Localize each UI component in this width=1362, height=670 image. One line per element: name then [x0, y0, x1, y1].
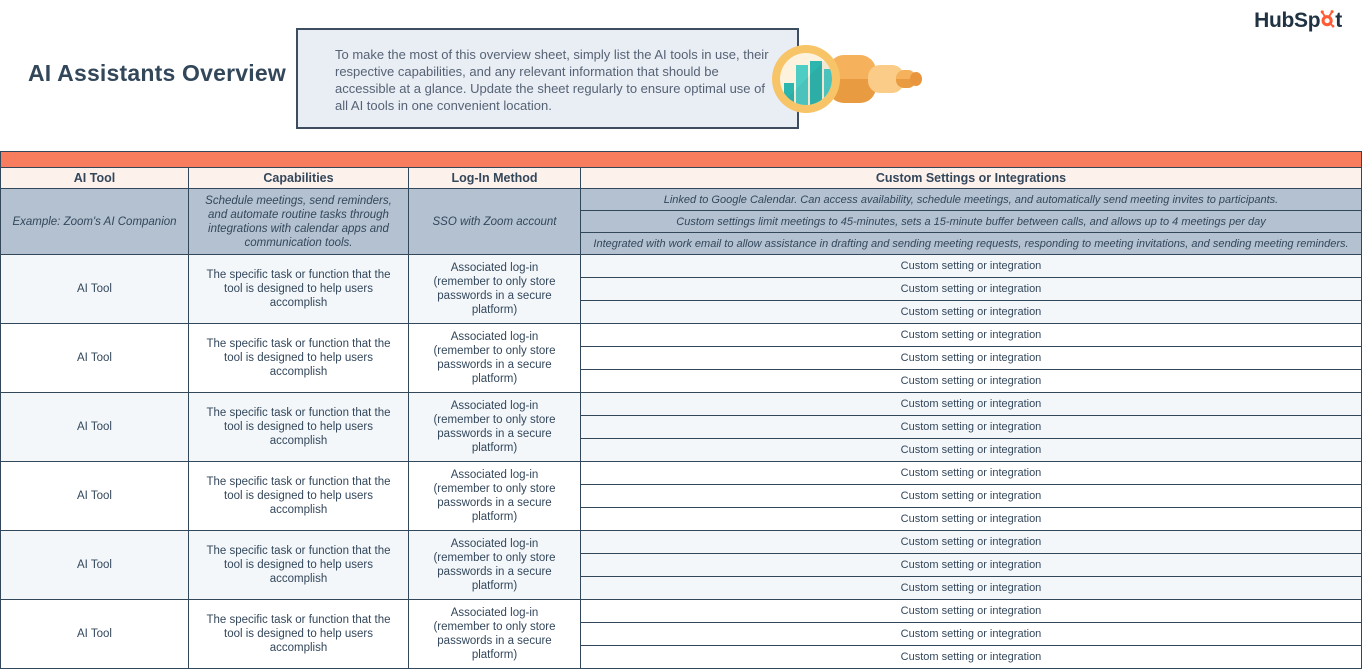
- example-row: [1, 188, 1361, 254]
- example-capabilities-cell: Schedule meetings, send reminders, and automate routine tasks through integrations with calendar apps and communication tools.: [189, 189, 409, 254]
- capabilities-cell[interactable]: The specific task or function that the tool is designed to help users accomplish: [189, 462, 409, 530]
- table-row: [1, 530, 1361, 599]
- column-header-ai-tool: AI Tool: [1, 168, 189, 188]
- login-cell[interactable]: Associated log-in (remember to only store passwords in a secure platform): [409, 531, 581, 599]
- setting-item[interactable]: Custom setting or integration: [900, 582, 1042, 594]
- login-cell[interactable]: Associated log-in (remember to only store passwords in a secure platform): [409, 255, 581, 323]
- setting-item[interactable]: Custom setting or integration: [581, 347, 1361, 370]
- settings-cell: [581, 393, 1361, 461]
- setting-item[interactable]: Custom setting or integration: [581, 485, 1361, 508]
- hubspot-sprocket-icon: [1319, 7, 1336, 29]
- login-cell[interactable]: Associated log-in (remember to only store passwords in a secure platform): [409, 600, 581, 668]
- column-header-capabilities: Capabilities: [189, 168, 409, 188]
- setting-item[interactable]: Custom setting or integration: [581, 393, 1361, 416]
- instructions-text: To make the most of this overview sheet, simply list the AI tools in use, their respective capabilities, and any relevant information that should be accessible at a glance. Update the sheet regularly to ensure optimal use of all AI tools in one convenient location.: [335, 47, 769, 113]
- setting-item[interactable]: Custom setting or integration: [581, 462, 1361, 485]
- example-setting-item: Linked to Google Calendar. Can access availability, schedule meetings, and automatically send meeting invites to participants.: [581, 189, 1361, 211]
- example-setting-item: Integrated with work email to allow assistance in drafting and sending meeting requests, responding to meeting invitations, and sending meeting reminders.: [593, 237, 1349, 250]
- column-header-login-method: Log-In Method: [409, 168, 581, 188]
- logo-text-post: t: [1335, 9, 1342, 32]
- setting-item[interactable]: Custom setting or integration: [900, 513, 1042, 525]
- page-title: AI Assistants Overview: [28, 60, 286, 86]
- table-header-row: [1, 168, 1361, 188]
- settings-cell: [581, 324, 1361, 392]
- table-row: [1, 392, 1361, 461]
- example-login-cell: SSO with Zoom account: [409, 189, 581, 254]
- table-row: [1, 599, 1361, 668]
- instructions-box: [296, 28, 799, 129]
- telescope-icon: [770, 42, 922, 114]
- accent-bar: [1, 152, 1361, 168]
- capabilities-cell[interactable]: The specific task or function that the tool is designed to help users accomplish: [189, 324, 409, 392]
- setting-item[interactable]: Custom setting or integration: [581, 531, 1361, 554]
- hubspot-logo: [1254, 8, 1342, 34]
- capabilities-cell[interactable]: The specific task or function that the tool is designed to help users accomplish: [189, 393, 409, 461]
- example-settings-cell: [581, 189, 1361, 254]
- tool-cell[interactable]: AI Tool: [1, 462, 189, 530]
- column-header-custom-settings: Custom Settings or Integrations: [875, 171, 1067, 185]
- ai-assistants-table: [0, 151, 1362, 669]
- login-cell[interactable]: Associated log-in (remember to only store passwords in a secure platform): [409, 324, 581, 392]
- tool-cell[interactable]: AI Tool: [1, 324, 189, 392]
- tool-cell[interactable]: AI Tool: [1, 600, 189, 668]
- setting-item[interactable]: Custom setting or integration: [900, 306, 1042, 318]
- login-cell[interactable]: Associated log-in (remember to only store passwords in a secure platform): [409, 393, 581, 461]
- setting-item[interactable]: Custom setting or integration: [900, 444, 1042, 456]
- capabilities-cell[interactable]: The specific task or function that the tool is designed to help users accomplish: [189, 600, 409, 668]
- table-row: [1, 254, 1361, 323]
- settings-cell: [581, 255, 1361, 323]
- example-tool-cell: Example: Zoom's AI Companion: [1, 189, 189, 254]
- setting-item[interactable]: Custom setting or integration: [581, 416, 1361, 439]
- setting-item[interactable]: Custom setting or integration: [581, 600, 1361, 623]
- tool-cell[interactable]: AI Tool: [1, 531, 189, 599]
- setting-item[interactable]: Custom setting or integration: [581, 278, 1361, 301]
- login-cell[interactable]: Associated log-in (remember to only store passwords in a secure platform): [409, 462, 581, 530]
- capabilities-cell[interactable]: The specific task or function that the tool is designed to help users accomplish: [189, 531, 409, 599]
- setting-item[interactable]: Custom setting or integration: [581, 255, 1361, 278]
- setting-item[interactable]: Custom setting or integration: [581, 623, 1361, 646]
- example-setting-item: Custom settings limit meetings to 45-minutes, sets a 15-minute buffer between calls, and allows up to 4 meetings per day: [581, 211, 1361, 233]
- setting-item[interactable]: Custom setting or integration: [581, 554, 1361, 577]
- capabilities-cell[interactable]: The specific task or function that the tool is designed to help users accomplish: [189, 255, 409, 323]
- logo-text-pre: HubSp: [1254, 9, 1321, 32]
- setting-item[interactable]: Custom setting or integration: [900, 375, 1042, 387]
- settings-cell: [581, 462, 1361, 530]
- settings-cell: [581, 600, 1361, 668]
- tool-cell[interactable]: AI Tool: [1, 255, 189, 323]
- settings-cell: [581, 531, 1361, 599]
- setting-item[interactable]: Custom setting or integration: [900, 651, 1042, 663]
- setting-item[interactable]: Custom setting or integration: [581, 324, 1361, 347]
- table-row: [1, 461, 1361, 530]
- tool-cell[interactable]: AI Tool: [1, 393, 189, 461]
- table-row: [1, 323, 1361, 392]
